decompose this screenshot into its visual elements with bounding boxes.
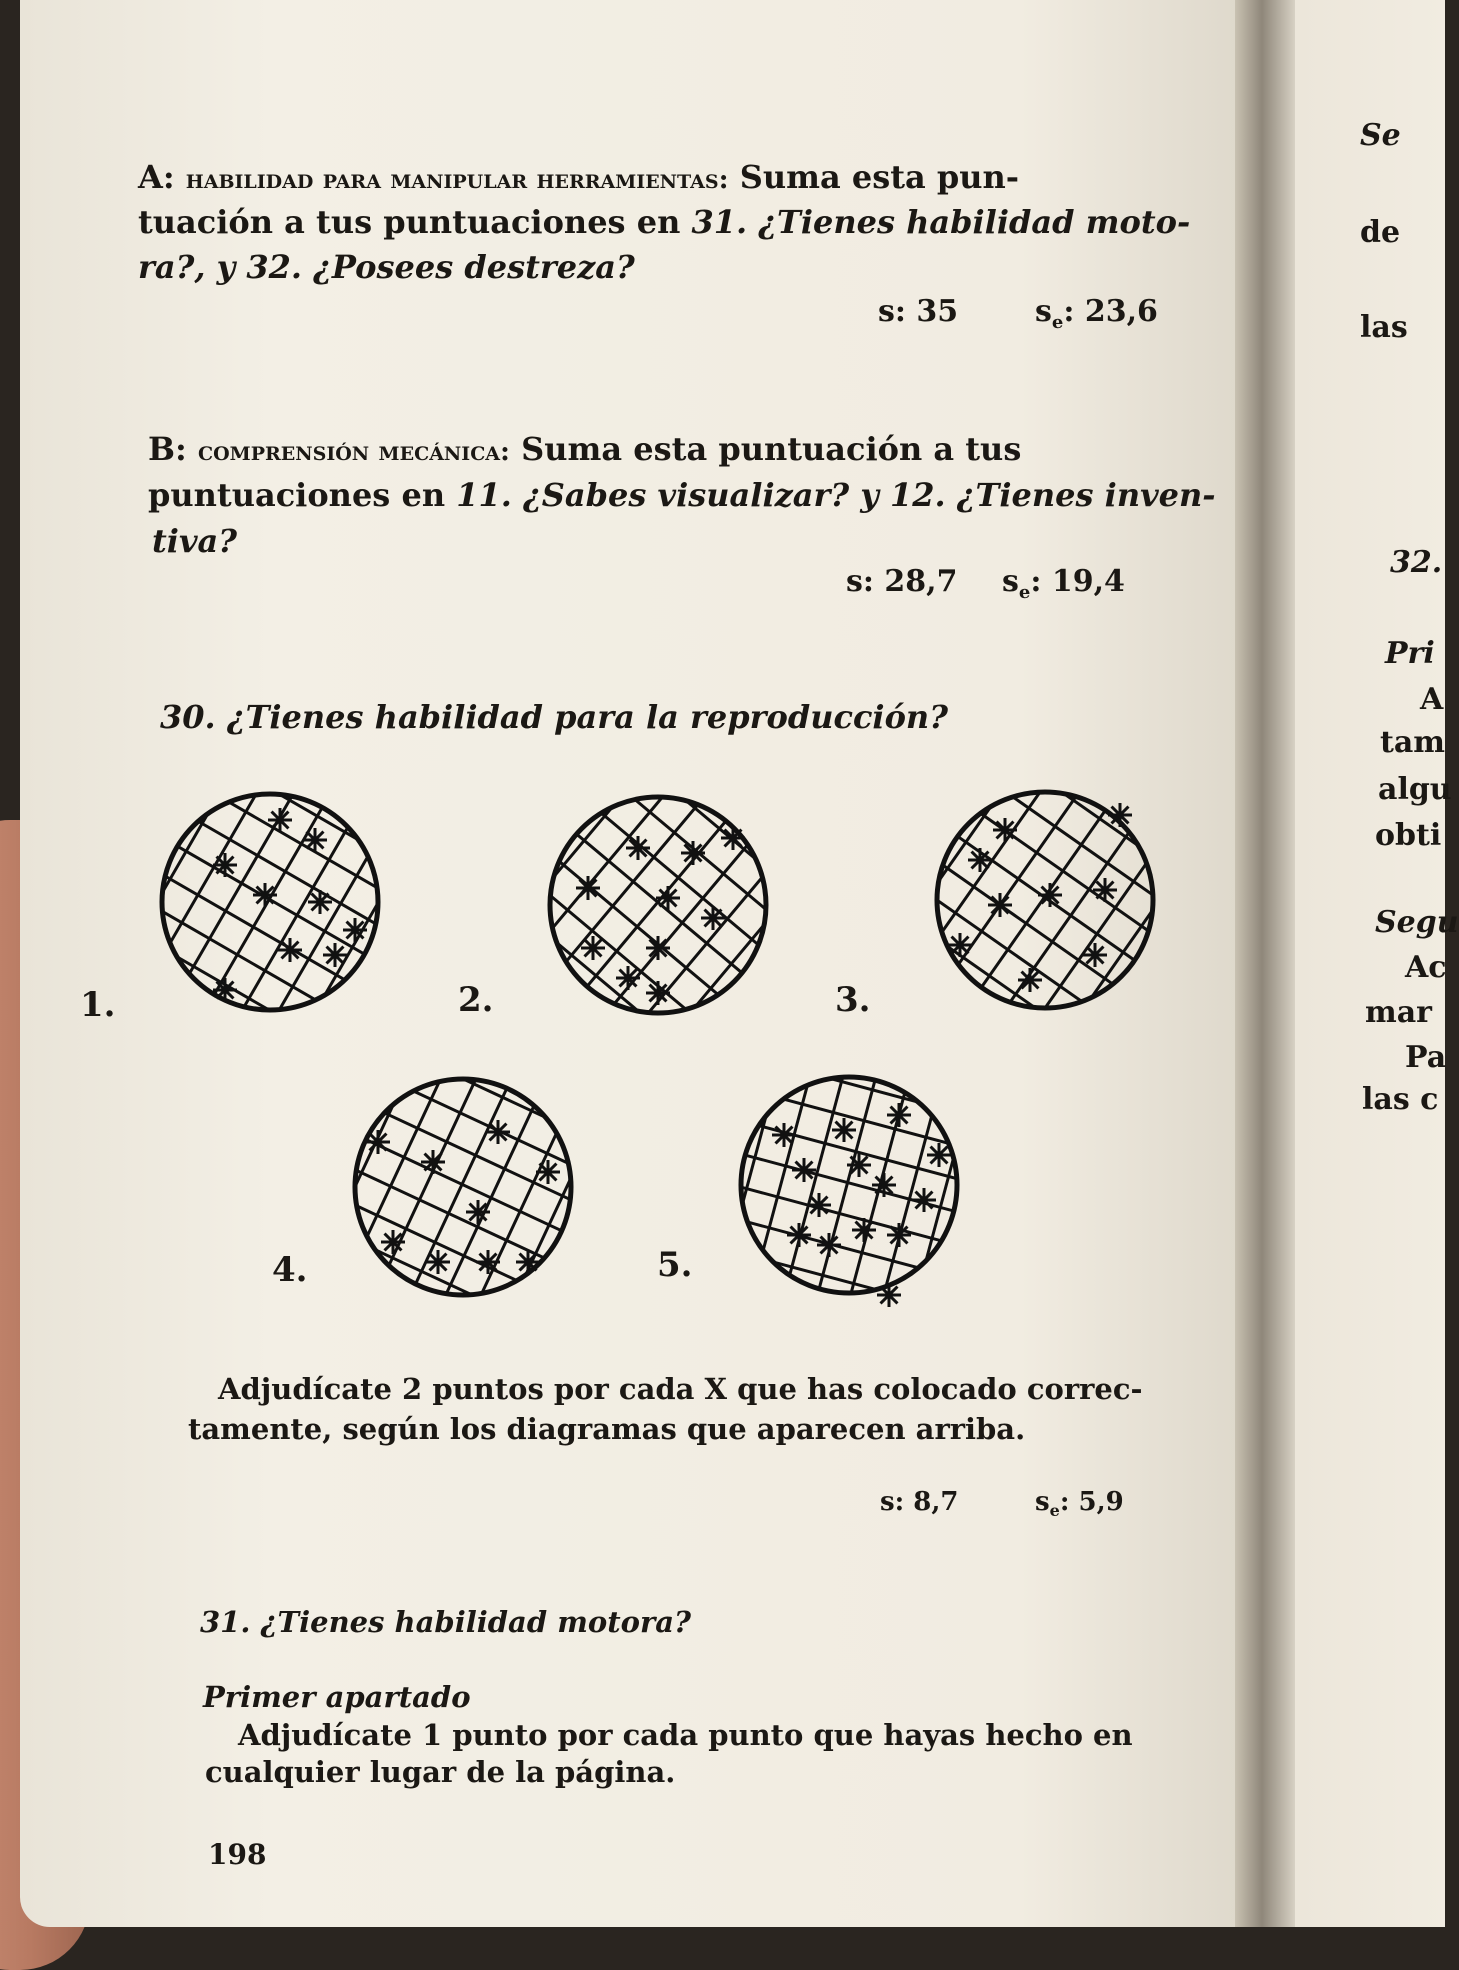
question-31-line2: cualquier lugar de la página. xyxy=(205,1755,676,1789)
next-page-fragment: mar xyxy=(1365,995,1432,1030)
star-mark xyxy=(772,1123,796,1147)
next-page-fragment: algu xyxy=(1378,772,1452,807)
question-30-heading: 30. ¿Tienes habilidad para la reproducción? xyxy=(160,698,948,736)
diagram-circle-4 xyxy=(338,1062,588,1312)
section-b-line1: B: comprensión mecánica: Suma esta puntuación a tus xyxy=(148,430,1022,468)
star-mark xyxy=(852,1218,876,1242)
star-mark xyxy=(486,1120,510,1144)
next-page-fragment: tam xyxy=(1380,725,1446,760)
star-mark xyxy=(268,808,292,832)
diagram-circle-3 xyxy=(920,790,1170,1015)
star-mark xyxy=(421,1150,445,1174)
diagram-label-4: 4. xyxy=(272,1250,308,1290)
star-mark xyxy=(1018,968,1042,992)
question-31-subheading: Primer apartado xyxy=(203,1680,471,1714)
next-page-fragment: Ac xyxy=(1405,950,1447,985)
star-mark xyxy=(581,936,605,960)
star-mark xyxy=(426,1250,450,1274)
star-mark xyxy=(476,1250,500,1274)
next-page-fragment: obti xyxy=(1375,818,1442,853)
star-mark xyxy=(646,936,670,960)
diagram-label-3: 3. xyxy=(835,980,871,1020)
star-mark xyxy=(278,938,302,962)
section-b-score: s: 28,7 xyxy=(846,564,958,599)
circle-outline xyxy=(355,1079,571,1295)
star-mark xyxy=(701,906,725,930)
question-31-heading: 31. ¿Tienes habilidad motora? xyxy=(200,1605,692,1639)
section-a-score: s: 35 xyxy=(878,294,959,329)
star-mark xyxy=(213,853,237,877)
book-gutter xyxy=(1235,0,1295,1927)
section-a-line2: tuación a tus puntuaciones en 31. ¿Tienes habilidad moto- xyxy=(138,203,1191,241)
section-a-se: $s_e$: 23,6 xyxy=(1035,294,1158,333)
next-page-fragment: de xyxy=(1360,215,1401,250)
diagram-label-1: 1. xyxy=(80,985,116,1025)
star-mark xyxy=(323,943,347,967)
star-mark xyxy=(787,1223,811,1247)
star-mark xyxy=(847,1153,871,1177)
star-mark xyxy=(887,1223,911,1247)
question-31-line1: Adjudícate 1 punto por cada punto que hayas hecho en xyxy=(238,1718,1133,1752)
star-mark xyxy=(343,918,367,942)
star-mark xyxy=(988,893,1012,917)
star-mark xyxy=(303,828,327,852)
next-page-fragment: 32. xyxy=(1390,545,1443,580)
diagram-label-5: 5. xyxy=(657,1245,693,1285)
question-30-se: $s_e$: 5,9 xyxy=(1035,1487,1124,1521)
star-mark xyxy=(912,1188,936,1212)
section-b-line2: puntuaciones en 11. ¿Sabes visualizar? y 12. ¿Tienes inven- xyxy=(148,476,1216,514)
next-page-fragment: las c xyxy=(1362,1082,1439,1117)
next-page-fragment: las xyxy=(1360,310,1408,345)
question-30-score: s: 8,7 xyxy=(880,1487,959,1517)
diagram-circle-5 xyxy=(724,1060,974,1310)
star-mark xyxy=(576,876,600,900)
star-mark xyxy=(832,1118,856,1142)
star-mark xyxy=(616,966,640,990)
star-mark xyxy=(466,1200,490,1224)
circle-outline xyxy=(741,1077,957,1293)
star-mark xyxy=(993,818,1017,842)
star-mark xyxy=(1038,883,1062,907)
star-mark xyxy=(968,848,992,872)
star-mark xyxy=(536,1160,560,1184)
next-page-fragment: Pri xyxy=(1385,636,1435,671)
star-mark xyxy=(681,841,705,865)
star-mark xyxy=(792,1158,816,1182)
star-mark xyxy=(872,1173,896,1197)
question-30-instructions-line1: Adjudícate 2 puntos por cada X que has colocado correc- xyxy=(218,1372,1143,1406)
diagram-label-2: 2. xyxy=(458,980,494,1020)
star-mark xyxy=(308,890,332,914)
star-mark xyxy=(887,1103,911,1127)
next-page-fragment: Segu xyxy=(1375,905,1459,940)
section-b-line3: tiva? xyxy=(152,522,238,560)
star-mark xyxy=(656,886,680,910)
circle-outline xyxy=(550,797,766,1013)
star-mark xyxy=(1083,943,1107,967)
section-a-line1: A: habilidad para manipular herramientas: Suma esta pun- xyxy=(138,158,1020,196)
section-a-line3: ra?, y 32. ¿Posees destreza? xyxy=(138,248,635,286)
section-b-se: $s_e$: 19,4 xyxy=(1002,564,1125,603)
star-mark xyxy=(253,883,277,907)
star-mark xyxy=(1093,878,1117,902)
next-page-fragment: A xyxy=(1420,682,1444,717)
diagram-circle-2 xyxy=(533,793,783,1018)
diagram-circle-1 xyxy=(145,790,395,1015)
star-mark xyxy=(817,1233,841,1257)
star-mark xyxy=(646,981,670,1005)
page-number: 198 xyxy=(208,1838,267,1871)
star-mark xyxy=(381,1230,405,1254)
next-page-fragment: Se xyxy=(1360,118,1401,153)
star-mark xyxy=(807,1193,831,1217)
star-mark xyxy=(626,836,650,860)
next-page-fragment: Pa xyxy=(1405,1040,1447,1075)
question-30-instructions-line2: tamente, según los diagramas que aparecen arriba. xyxy=(188,1412,1026,1446)
